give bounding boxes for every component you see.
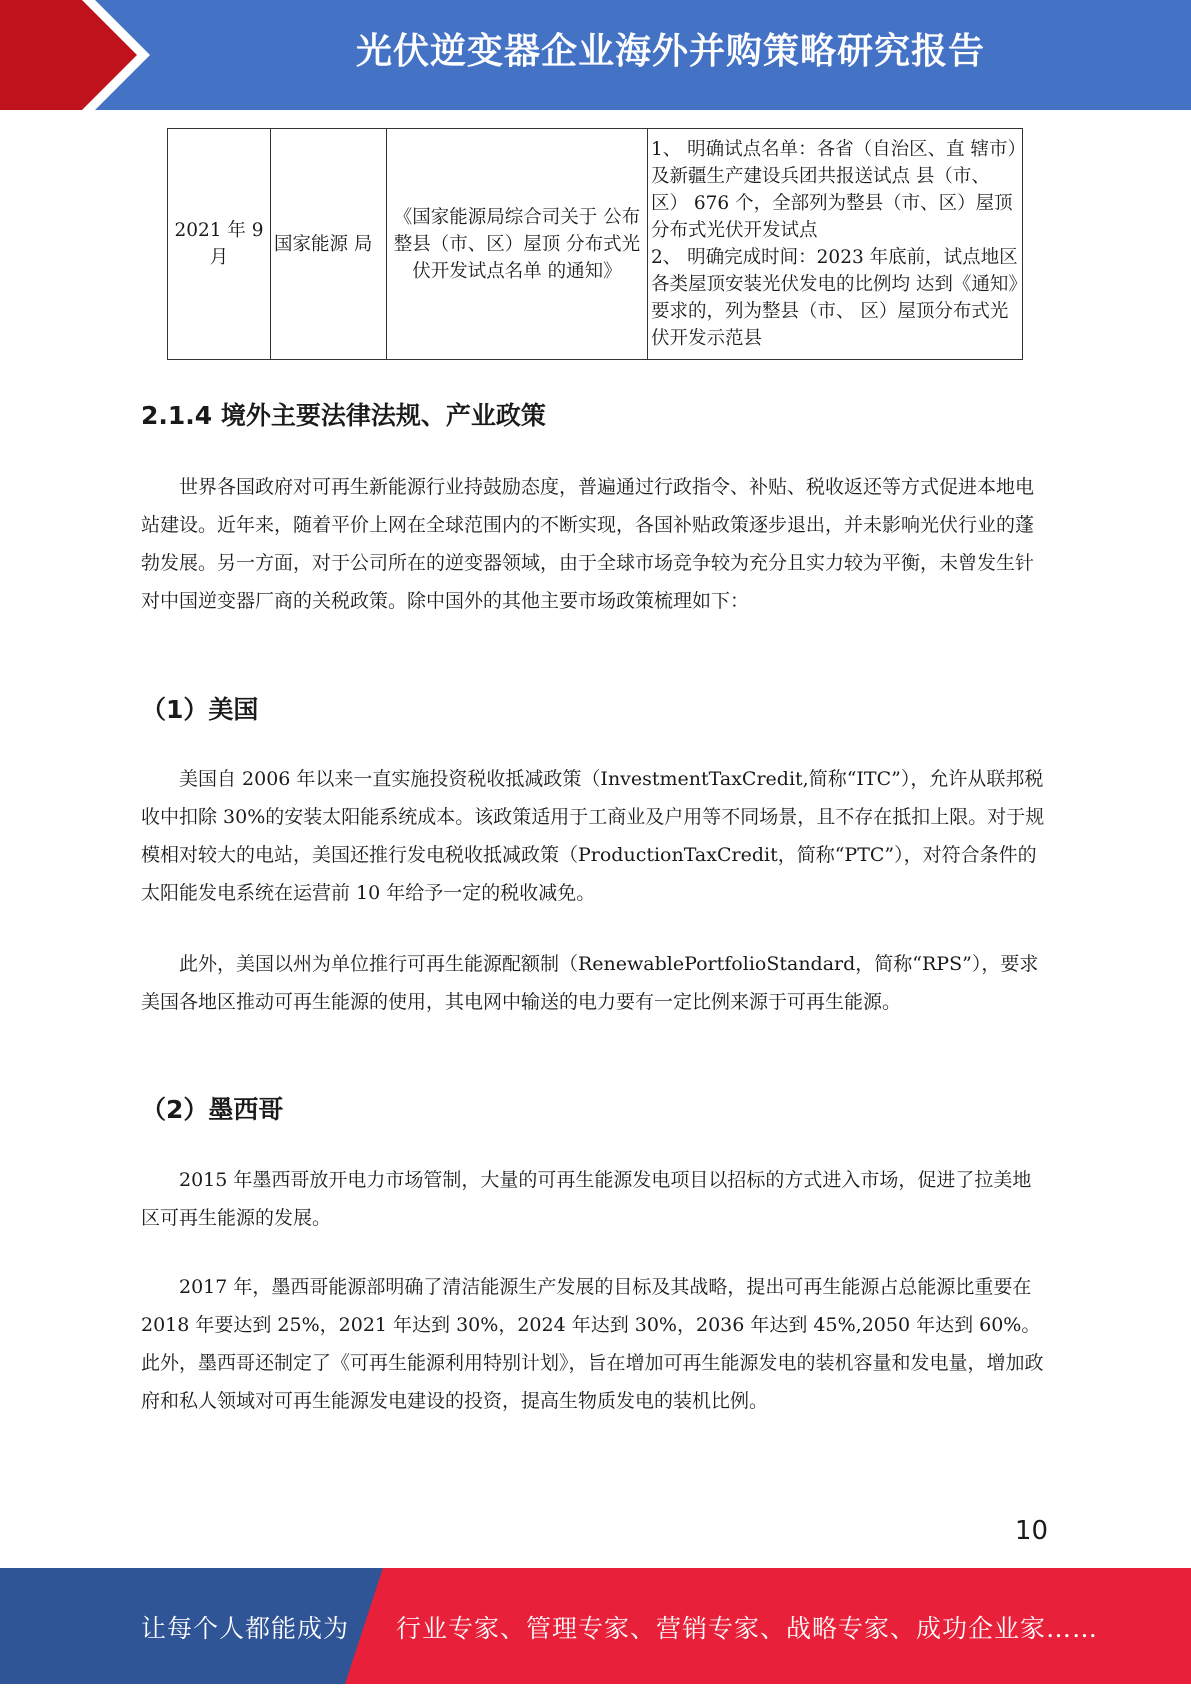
page-header	[0, 0, 1191, 110]
page-number: 10	[1014, 1516, 1048, 1546]
content-line: 1、 明确试点名单：各省（自治区、直 辖市）及新疆生产建设兵团共报送试点 县（市、区） 676 个，全部列为整县（市、区）屋顶分布式光伏开发试点	[651, 139, 1017, 241]
page-footer	[0, 1568, 1191, 1684]
content-line: 2、 明确完成时间：2023 年底前，试点地区各类屋顶安装光伏发电的比例均 达到《通知》要求的，列为整县（市、 区）屋顶分布式光伏开发示范县	[651, 247, 1018, 349]
mexico-paragraph-1: 2015 年墨西哥放开电力市场管制，大量的可再生能源发电项目以招标的方式进入市场，促进了拉美地区可再生能源的发展。	[141, 1169, 1032, 1229]
report-title: 光伏逆变器企业海外并购策略研究报告	[355, 31, 985, 72]
organization-cell: 国家能源 局	[271, 129, 387, 360]
footer-slogan-left: 让每个人都能成为	[141, 1614, 350, 1643]
header-arrow-decoration	[0, 0, 150, 110]
usa-paragraph-2: 此外，美国以州为单位推行可再生能源配额制（RenewablePortfolioStandard，简称“RPS”），要求美国各地区推动可再生能源的使用，其电网中输送的电力要有一定比例来源于可再生能源。	[141, 953, 1039, 1013]
intro-paragraph: 世界各国政府对可再生新能源行业持鼓励态度，普遍通过行政指令、补贴、税收返还等方式促进本地电站建设。近年来，随着平价上网在全球范围内的不断实现，各国补贴政策逐步退出，并未影响光伏行业的蓬勃发展。另一方面，对于公司所在的逆变器领域，由于全球市场竞争较为充分且实力较为平衡，未曾发生针对中国逆变器厂商的关税政策。除中国外的其他主要市场政策梳理如下：	[141, 476, 1035, 612]
mexico-paragraph-2: 2017 年，墨西哥能源部明确了清洁能源生产发展的目标及其战略，提出可再生能源占总能源比重要在 2018 年要达到 25%，2021 年达到 30%，2024 年达到 30%，2036 年达到 45%,2050 年达到 60%。此外，墨西哥还制定了《可再生能源利用特别计划》，旨在增加可再生能源发电的装机容量和发电量，增加政府和私人领域对可再生能源发电建设的投资，提高生物质发电的装机比例。	[141, 1276, 1044, 1412]
table-row	[168, 129, 1023, 360]
document-cell: 《国家能源局综合司关于 公布整县（市、区）屋顶 分布式光伏开发试点名单 的通知》	[387, 129, 648, 360]
section-heading: 2.1.4 境外主要法律法规、产业政策	[141, 401, 546, 430]
usa-heading: （1）美国	[141, 695, 259, 724]
mexico-heading: （2）墨西哥	[141, 1095, 284, 1124]
footer-slogan-right: 行业专家、管理专家、营销专家、战略专家、成功企业家……	[396, 1614, 1099, 1643]
policy-table	[167, 128, 1023, 360]
date-cell: 2021 年 9 月	[168, 129, 271, 360]
content-cell	[648, 129, 1023, 360]
usa-paragraph-1: 美国自 2006 年以来一直实施投资税收抵减政策（InvestmentTaxCredit,简称“ITC”），允许从联邦税收中扣除 30%的安装太阳能系统成本。该政策适用于工商业及户用等不同场景，且不存在抵扣上限。对于规模相对较大的电站，美国还推行发电税收抵减政策（ProductionTaxCredit，简称“PTC”），对符合条件的太阳能发电系统在运营前 10 年给予一定的税收减免。	[141, 768, 1045, 904]
